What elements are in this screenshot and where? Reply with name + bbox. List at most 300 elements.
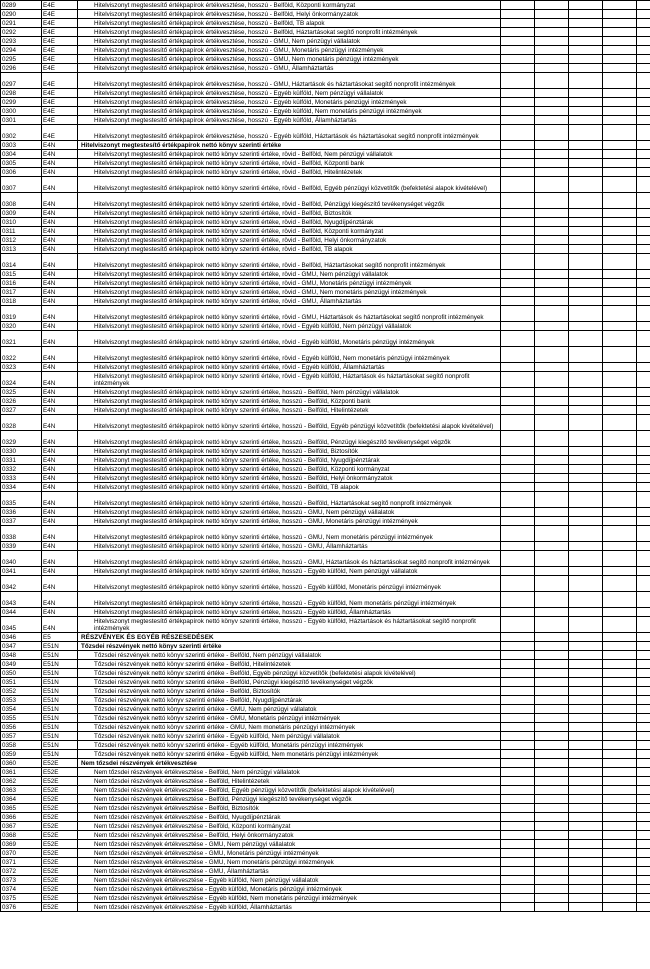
value-cell[interactable] [637,125,650,141]
value-cell[interactable] [501,642,535,651]
value-cell[interactable] [535,759,569,768]
value-cell[interactable] [569,331,603,347]
value-cell[interactable] [637,322,650,331]
value-cell[interactable] [603,177,637,193]
value-cell[interactable] [637,55,650,64]
value-cell[interactable] [569,177,603,193]
value-cell[interactable] [569,150,603,159]
value-cell[interactable] [603,415,637,431]
value-cell[interactable] [637,397,650,406]
value-cell[interactable] [501,903,535,912]
value-cell[interactable] [501,526,535,542]
value-cell[interactable] [535,777,569,786]
value-cell[interactable] [501,849,535,858]
value-cell[interactable] [569,759,603,768]
value-cell[interactable] [535,306,569,322]
value-cell[interactable] [501,885,535,894]
value-cell[interactable] [603,107,637,116]
value-cell[interactable] [569,279,603,288]
value-cell[interactable] [603,508,637,517]
value-cell[interactable] [637,46,650,55]
value-cell[interactable] [535,150,569,159]
value-cell[interactable] [637,406,650,415]
value-cell[interactable] [501,723,535,732]
value-cell[interactable] [501,714,535,723]
value-cell[interactable] [603,322,637,331]
value-cell[interactable] [569,795,603,804]
value-cell[interactable] [535,567,569,576]
value-cell[interactable] [535,813,569,822]
value-cell[interactable] [535,592,569,608]
value-cell[interactable] [569,98,603,107]
value-cell[interactable] [603,159,637,168]
value-cell[interactable] [637,331,650,347]
value-cell[interactable] [569,567,603,576]
value-cell[interactable] [603,732,637,741]
value-cell[interactable] [535,633,569,642]
value-cell[interactable] [501,678,535,687]
value-cell[interactable] [501,750,535,759]
value-cell[interactable] [603,347,637,363]
value-cell[interactable] [569,483,603,492]
value-cell[interactable] [501,347,535,363]
value-cell[interactable] [637,608,650,617]
value-cell[interactable] [637,209,650,218]
value-cell[interactable] [501,431,535,447]
value-cell[interactable] [603,363,637,372]
value-cell[interactable] [637,107,650,116]
value-cell[interactable] [501,795,535,804]
value-cell[interactable] [569,347,603,363]
value-cell[interactable] [535,19,569,28]
value-cell[interactable] [603,669,637,678]
value-cell[interactable] [569,46,603,55]
value-cell[interactable] [569,159,603,168]
value-cell[interactable] [637,795,650,804]
value-cell[interactable] [637,456,650,465]
value-cell[interactable] [569,55,603,64]
value-cell[interactable] [637,576,650,592]
value-cell[interactable] [535,483,569,492]
value-cell[interactable] [569,723,603,732]
value-cell[interactable] [535,492,569,508]
value-cell[interactable] [501,218,535,227]
value-cell[interactable] [603,903,637,912]
value-cell[interactable] [637,723,650,732]
value-cell[interactable] [637,64,650,73]
value-cell[interactable] [603,714,637,723]
value-cell[interactable] [569,608,603,617]
value-cell[interactable] [535,849,569,858]
value-cell[interactable] [569,297,603,306]
value-cell[interactable] [501,55,535,64]
value-cell[interactable] [501,777,535,786]
value-cell[interactable] [501,804,535,813]
value-cell[interactable] [569,777,603,786]
value-cell[interactable] [501,508,535,517]
value-cell[interactable] [501,660,535,669]
value-cell[interactable] [535,840,569,849]
value-cell[interactable] [569,669,603,678]
value-cell[interactable] [501,617,535,633]
value-cell[interactable] [569,526,603,542]
value-cell[interactable] [535,245,569,254]
value-cell[interactable] [535,37,569,46]
value-cell[interactable] [603,116,637,125]
value-cell[interactable] [569,696,603,705]
value-cell[interactable] [637,288,650,297]
value-cell[interactable] [637,592,650,608]
value-cell[interactable] [535,297,569,306]
value-cell[interactable] [569,617,603,633]
value-cell[interactable] [603,236,637,245]
value-cell[interactable] [535,193,569,209]
value-cell[interactable] [569,10,603,19]
value-cell[interactable] [603,209,637,218]
value-cell[interactable] [569,245,603,254]
value-cell[interactable] [535,254,569,270]
value-cell[interactable] [637,474,650,483]
value-cell[interactable] [535,876,569,885]
value-cell[interactable] [501,168,535,177]
value-cell[interactable] [569,363,603,372]
value-cell[interactable] [501,363,535,372]
value-cell[interactable] [535,714,569,723]
value-cell[interactable] [603,492,637,508]
value-cell[interactable] [637,218,650,227]
value-cell[interactable] [637,19,650,28]
value-cell[interactable] [535,331,569,347]
value-cell[interactable] [569,406,603,415]
value-cell[interactable] [637,867,650,876]
value-cell[interactable] [603,406,637,415]
value-cell[interactable] [637,687,650,696]
value-cell[interactable] [501,372,535,388]
value-cell[interactable] [501,831,535,840]
value-cell[interactable] [637,705,650,714]
value-cell[interactable] [637,447,650,456]
value-cell[interactable] [603,73,637,89]
value-cell[interactable] [535,89,569,98]
value-cell[interactable] [603,245,637,254]
value-cell[interactable] [501,19,535,28]
value-cell[interactable] [603,608,637,617]
value-cell[interactable] [637,885,650,894]
value-cell[interactable] [535,542,569,551]
value-cell[interactable] [501,786,535,795]
value-cell[interactable] [569,37,603,46]
value-cell[interactable] [501,279,535,288]
value-cell[interactable] [501,254,535,270]
value-cell[interactable] [603,592,637,608]
value-cell[interactable] [535,687,569,696]
value-cell[interactable] [637,363,650,372]
value-cell[interactable] [637,678,650,687]
value-cell[interactable] [603,786,637,795]
value-cell[interactable] [535,723,569,732]
value-cell[interactable] [569,372,603,388]
value-cell[interactable] [501,474,535,483]
value-cell[interactable] [535,508,569,517]
value-cell[interactable] [535,894,569,903]
value-cell[interactable] [569,714,603,723]
value-cell[interactable] [637,526,650,542]
value-cell[interactable] [603,1,637,10]
value-cell[interactable] [637,840,650,849]
value-cell[interactable] [501,592,535,608]
value-cell[interactable] [501,669,535,678]
value-cell[interactable] [603,218,637,227]
value-cell[interactable] [637,732,650,741]
value-cell[interactable] [569,633,603,642]
value-cell[interactable] [637,279,650,288]
value-cell[interactable] [637,73,650,89]
value-cell[interactable] [637,168,650,177]
value-cell[interactable] [603,10,637,19]
value-cell[interactable] [569,306,603,322]
value-cell[interactable] [603,465,637,474]
value-cell[interactable] [569,270,603,279]
value-cell[interactable] [603,633,637,642]
value-cell[interactable] [603,331,637,347]
value-cell[interactable] [501,465,535,474]
value-cell[interactable] [501,867,535,876]
value-cell[interactable] [637,858,650,867]
value-cell[interactable] [637,903,650,912]
value-cell[interactable] [501,741,535,750]
value-cell[interactable] [603,687,637,696]
value-cell[interactable] [637,297,650,306]
value-cell[interactable] [569,876,603,885]
value-cell[interactable] [637,517,650,526]
value-cell[interactable] [501,876,535,885]
value-cell[interactable] [535,804,569,813]
value-cell[interactable] [501,415,535,431]
value-cell[interactable] [569,885,603,894]
value-cell[interactable] [603,876,637,885]
value-cell[interactable] [535,236,569,245]
value-cell[interactable] [535,885,569,894]
value-cell[interactable] [603,651,637,660]
value-cell[interactable] [603,227,637,236]
value-cell[interactable] [569,1,603,10]
value-cell[interactable] [535,474,569,483]
value-cell[interactable] [603,46,637,55]
value-cell[interactable] [569,903,603,912]
value-cell[interactable] [637,245,650,254]
value-cell[interactable] [569,388,603,397]
value-cell[interactable] [569,849,603,858]
value-cell[interactable] [603,397,637,406]
value-cell[interactable] [637,10,650,19]
value-cell[interactable] [535,678,569,687]
value-cell[interactable] [535,867,569,876]
value-cell[interactable] [535,822,569,831]
value-cell[interactable] [637,617,650,633]
value-cell[interactable] [501,73,535,89]
value-cell[interactable] [603,822,637,831]
value-cell[interactable] [535,608,569,617]
value-cell[interactable] [603,723,637,732]
value-cell[interactable] [569,576,603,592]
value-cell[interactable] [569,107,603,116]
value-cell[interactable] [603,867,637,876]
value-cell[interactable] [637,894,650,903]
value-cell[interactable] [603,483,637,492]
value-cell[interactable] [637,150,650,159]
value-cell[interactable] [637,28,650,37]
value-cell[interactable] [535,456,569,465]
value-cell[interactable] [569,894,603,903]
value-cell[interactable] [569,750,603,759]
value-cell[interactable] [603,542,637,551]
value-cell[interactable] [569,447,603,456]
value-cell[interactable] [603,55,637,64]
value-cell[interactable] [637,542,650,551]
value-cell[interactable] [603,168,637,177]
value-cell[interactable] [535,858,569,867]
value-cell[interactable] [535,750,569,759]
value-cell[interactable] [535,116,569,125]
value-cell[interactable] [603,141,637,150]
value-cell[interactable] [603,576,637,592]
value-cell[interactable] [569,168,603,177]
value-cell[interactable] [637,831,650,840]
value-cell[interactable] [501,331,535,347]
value-cell[interactable] [637,492,650,508]
value-cell[interactable] [569,651,603,660]
value-cell[interactable] [569,64,603,73]
value-cell[interactable] [637,483,650,492]
value-cell[interactable] [603,750,637,759]
value-cell[interactable] [535,1,569,10]
value-cell[interactable] [569,732,603,741]
value-cell[interactable] [637,141,650,150]
value-cell[interactable] [501,159,535,168]
value-cell[interactable] [501,270,535,279]
value-cell[interactable] [637,777,650,786]
value-cell[interactable] [603,125,637,141]
value-cell[interactable] [569,768,603,777]
value-cell[interactable] [501,177,535,193]
value-cell[interactable] [535,651,569,660]
value-cell[interactable] [603,28,637,37]
value-cell[interactable] [569,397,603,406]
value-cell[interactable] [603,768,637,777]
value-cell[interactable] [569,642,603,651]
value-cell[interactable] [603,193,637,209]
value-cell[interactable] [501,1,535,10]
value-cell[interactable] [637,388,650,397]
value-cell[interactable] [569,804,603,813]
value-cell[interactable] [535,741,569,750]
value-cell[interactable] [637,1,650,10]
value-cell[interactable] [501,322,535,331]
value-cell[interactable] [569,89,603,98]
value-cell[interactable] [535,218,569,227]
value-cell[interactable] [501,37,535,46]
value-cell[interactable] [501,193,535,209]
value-cell[interactable] [637,651,650,660]
value-cell[interactable] [637,696,650,705]
value-cell[interactable] [603,885,637,894]
value-cell[interactable] [603,372,637,388]
value-cell[interactable] [569,218,603,227]
value-cell[interactable] [569,322,603,331]
value-cell[interactable] [637,227,650,236]
value-cell[interactable] [535,270,569,279]
value-cell[interactable] [535,372,569,388]
value-cell[interactable] [569,660,603,669]
value-cell[interactable] [501,894,535,903]
value-cell[interactable] [535,28,569,37]
value-cell[interactable] [501,397,535,406]
value-cell[interactable] [603,804,637,813]
value-cell[interactable] [603,447,637,456]
value-cell[interactable] [603,431,637,447]
value-cell[interactable] [569,73,603,89]
value-cell[interactable] [569,741,603,750]
value-cell[interactable] [501,705,535,714]
value-cell[interactable] [535,551,569,567]
value-cell[interactable] [501,28,535,37]
value-cell[interactable] [535,617,569,633]
value-cell[interactable] [637,849,650,858]
value-cell[interactable] [535,46,569,55]
value-cell[interactable] [535,732,569,741]
value-cell[interactable] [637,551,650,567]
value-cell[interactable] [603,306,637,322]
value-cell[interactable] [603,19,637,28]
value-cell[interactable] [603,759,637,768]
value-cell[interactable] [569,858,603,867]
value-cell[interactable] [535,125,569,141]
value-cell[interactable] [569,465,603,474]
value-cell[interactable] [535,465,569,474]
value-cell[interactable] [637,236,650,245]
value-cell[interactable] [535,168,569,177]
value-cell[interactable] [603,741,637,750]
value-cell[interactable] [535,177,569,193]
value-cell[interactable] [535,388,569,397]
value-cell[interactable] [603,64,637,73]
value-cell[interactable] [603,642,637,651]
value-cell[interactable] [637,193,650,209]
value-cell[interactable] [535,55,569,64]
value-cell[interactable] [569,288,603,297]
value-cell[interactable] [501,492,535,508]
value-cell[interactable] [535,831,569,840]
value-cell[interactable] [535,786,569,795]
value-cell[interactable] [637,347,650,363]
value-cell[interactable] [637,768,650,777]
value-cell[interactable] [603,894,637,903]
value-cell[interactable] [603,297,637,306]
value-cell[interactable] [569,474,603,483]
value-cell[interactable] [501,858,535,867]
value-cell[interactable] [569,831,603,840]
value-cell[interactable] [569,517,603,526]
value-cell[interactable] [603,98,637,107]
value-cell[interactable] [501,125,535,141]
value-cell[interactable] [637,431,650,447]
value-cell[interactable] [501,236,535,245]
value-cell[interactable] [535,642,569,651]
value-cell[interactable] [501,768,535,777]
value-cell[interactable] [603,388,637,397]
value-cell[interactable] [603,567,637,576]
value-cell[interactable] [569,551,603,567]
